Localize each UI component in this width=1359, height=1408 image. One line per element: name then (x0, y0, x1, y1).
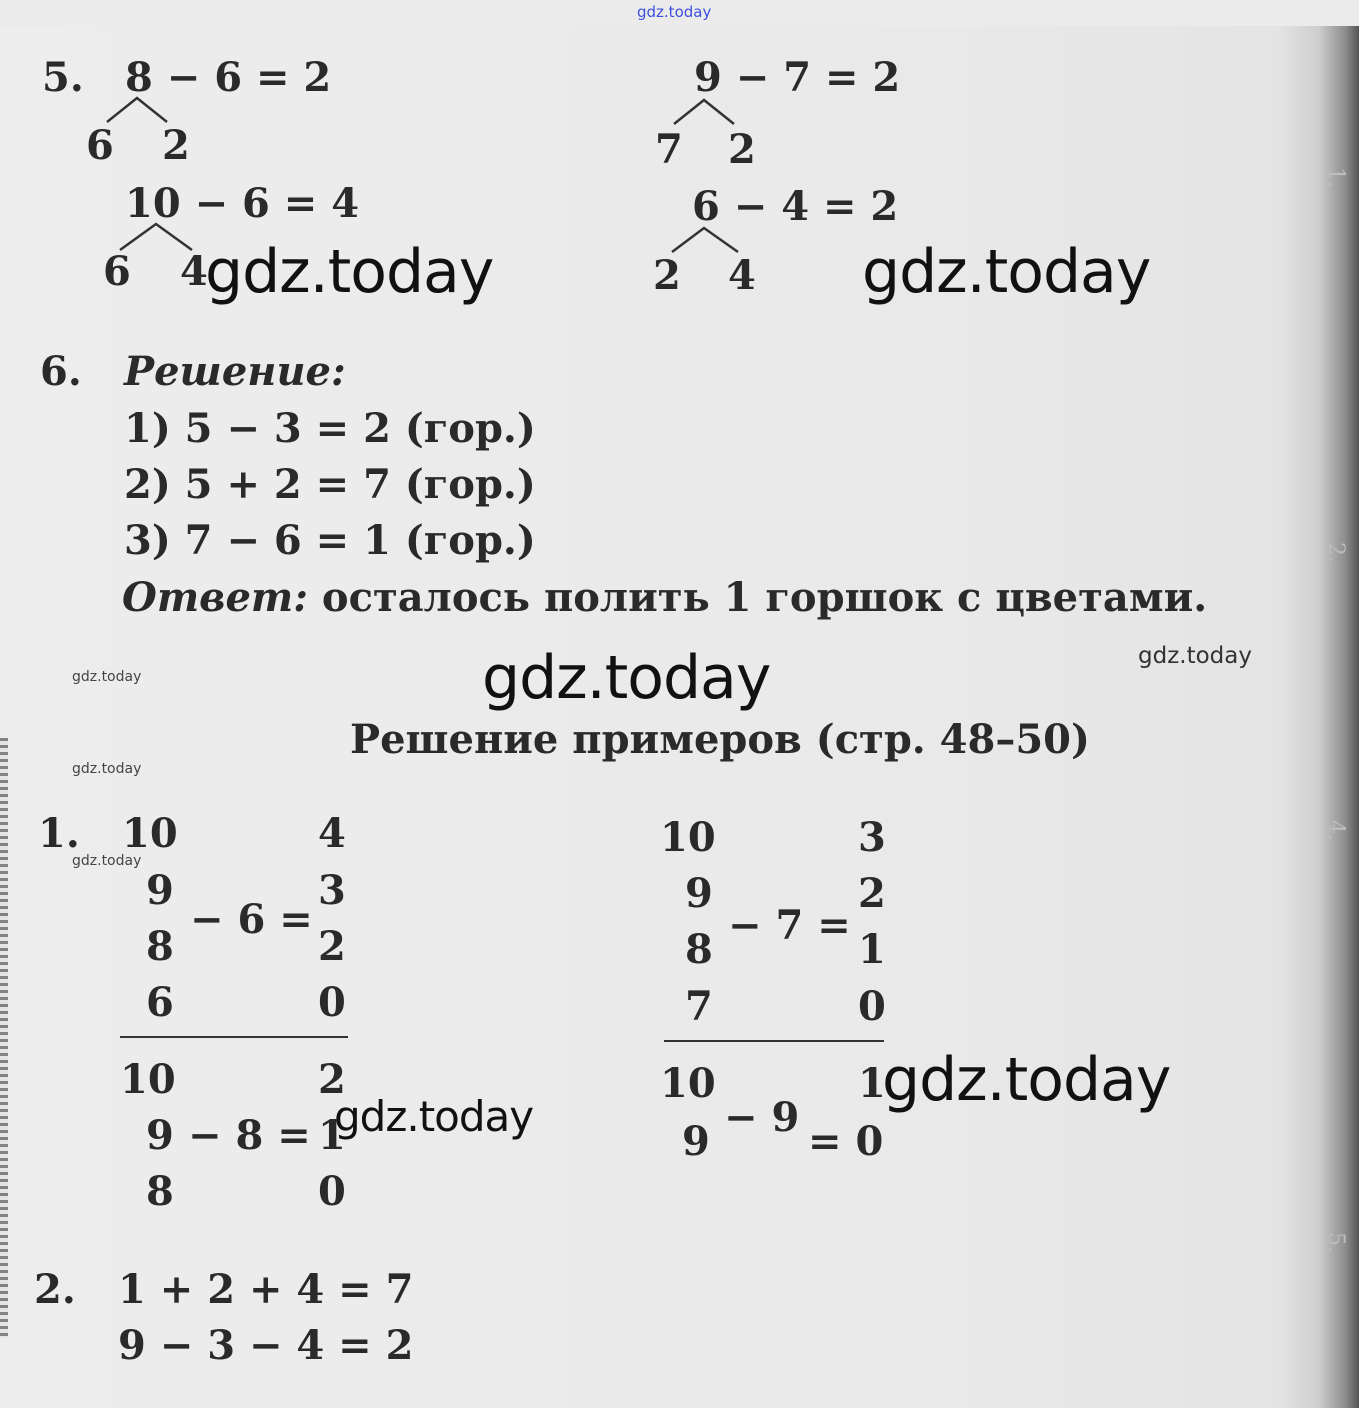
result-value: 4 (318, 810, 346, 857)
expression-3: 9 − 7 = 2 (694, 54, 901, 101)
watermark: gdz.today (205, 237, 494, 307)
part-value: 2 (162, 122, 190, 169)
watermark-small: gdz.today (72, 761, 142, 777)
watermark-top: gdz.today (637, 3, 712, 21)
result-value: 3 (318, 867, 346, 914)
margin-number: 1. (1323, 167, 1348, 188)
margin-number: 4. (1323, 820, 1348, 841)
minuend-value: 9 (146, 1112, 174, 1159)
expression-1: 8 − 6 = 2 (125, 54, 332, 101)
page-binding-edge (0, 738, 8, 1338)
minuend-value: 8 (685, 926, 713, 973)
expression-line: 9 − 3 − 4 = 2 (118, 1322, 414, 1369)
result-value: 1 (858, 926, 886, 973)
minuend-value: 10 (120, 1056, 176, 1103)
minuend-value: 6 (146, 979, 174, 1026)
watermark: gdz.today (862, 237, 1151, 307)
answer-line (122, 574, 1208, 621)
decomposition-branch (672, 98, 742, 128)
separator-line (120, 1036, 348, 1038)
part-value: 6 (86, 122, 114, 169)
answer-text: осталось полить 1 горшок с цветами. (321, 574, 1208, 621)
watermark-small: gdz.today (72, 669, 142, 685)
minuend-value: 7 (685, 983, 713, 1030)
exercise-number-2: 2. (34, 1266, 76, 1313)
result-value: 2 (318, 923, 346, 970)
minuend-value: 8 (146, 1168, 174, 1215)
solution-step: 3) 7 − 6 = 1 (гор.) (124, 517, 536, 564)
watermark-small: gdz.today (72, 853, 142, 869)
minuend-value: 9 (682, 1118, 710, 1165)
minuend-value: 10 (660, 1060, 716, 1107)
result-value: 0 (318, 1168, 346, 1215)
part-value: 2 (653, 252, 681, 299)
result-value: 2 (858, 870, 886, 917)
operation: − 7 = (728, 902, 851, 949)
watermark-medium: gdz.today (1138, 643, 1252, 669)
result-value: 1 (318, 1112, 346, 1159)
result-value: 1 (858, 1060, 886, 1107)
result-value: 0 (318, 979, 346, 1026)
watermark: gdz.today (482, 643, 771, 713)
part-value: 6 (103, 248, 131, 295)
operation: = 0 (808, 1118, 884, 1165)
answer-label: Ответ: (122, 574, 308, 621)
expression-2: 10 − 6 = 4 (125, 180, 360, 227)
part-value: 4 (180, 248, 208, 295)
watermark: gdz.today (882, 1045, 1171, 1115)
exercise-number-1: 1. (38, 810, 80, 857)
separator-line (664, 1040, 884, 1042)
watermark: gdz.today (334, 1092, 534, 1141)
margin-number: 5. (1323, 1232, 1348, 1253)
task-number-5: 5. (42, 54, 84, 101)
part-value: 4 (728, 252, 756, 299)
result-value: 3 (858, 814, 886, 861)
operation: − 9 (724, 1094, 800, 1141)
result-value: 0 (858, 983, 886, 1030)
margin-number: 2. (1323, 542, 1348, 563)
result-value: 2 (318, 1056, 346, 1103)
operation: − 6 = (190, 896, 313, 943)
operation: − 8 = (188, 1112, 311, 1159)
minuend-value: 10 (122, 810, 178, 857)
solution-step: 1) 5 − 3 = 2 (гор.) (124, 405, 536, 452)
minuend-value: 9 (146, 867, 174, 914)
section-title: Решение примеров (стр. 48–50) (350, 716, 1090, 763)
part-value: 2 (728, 126, 756, 173)
part-value: 7 (655, 126, 683, 173)
task-number-6: 6. (40, 348, 82, 395)
expression-4: 6 − 4 = 2 (692, 183, 899, 230)
solution-heading: Решение: (124, 348, 346, 395)
expression-line: 1 + 2 + 4 = 7 (118, 1266, 414, 1313)
minuend-value: 10 (660, 814, 716, 861)
minuend-value: 9 (685, 870, 713, 917)
solution-step: 2) 5 + 2 = 7 (гор.) (124, 461, 536, 508)
minuend-value: 8 (146, 923, 174, 970)
